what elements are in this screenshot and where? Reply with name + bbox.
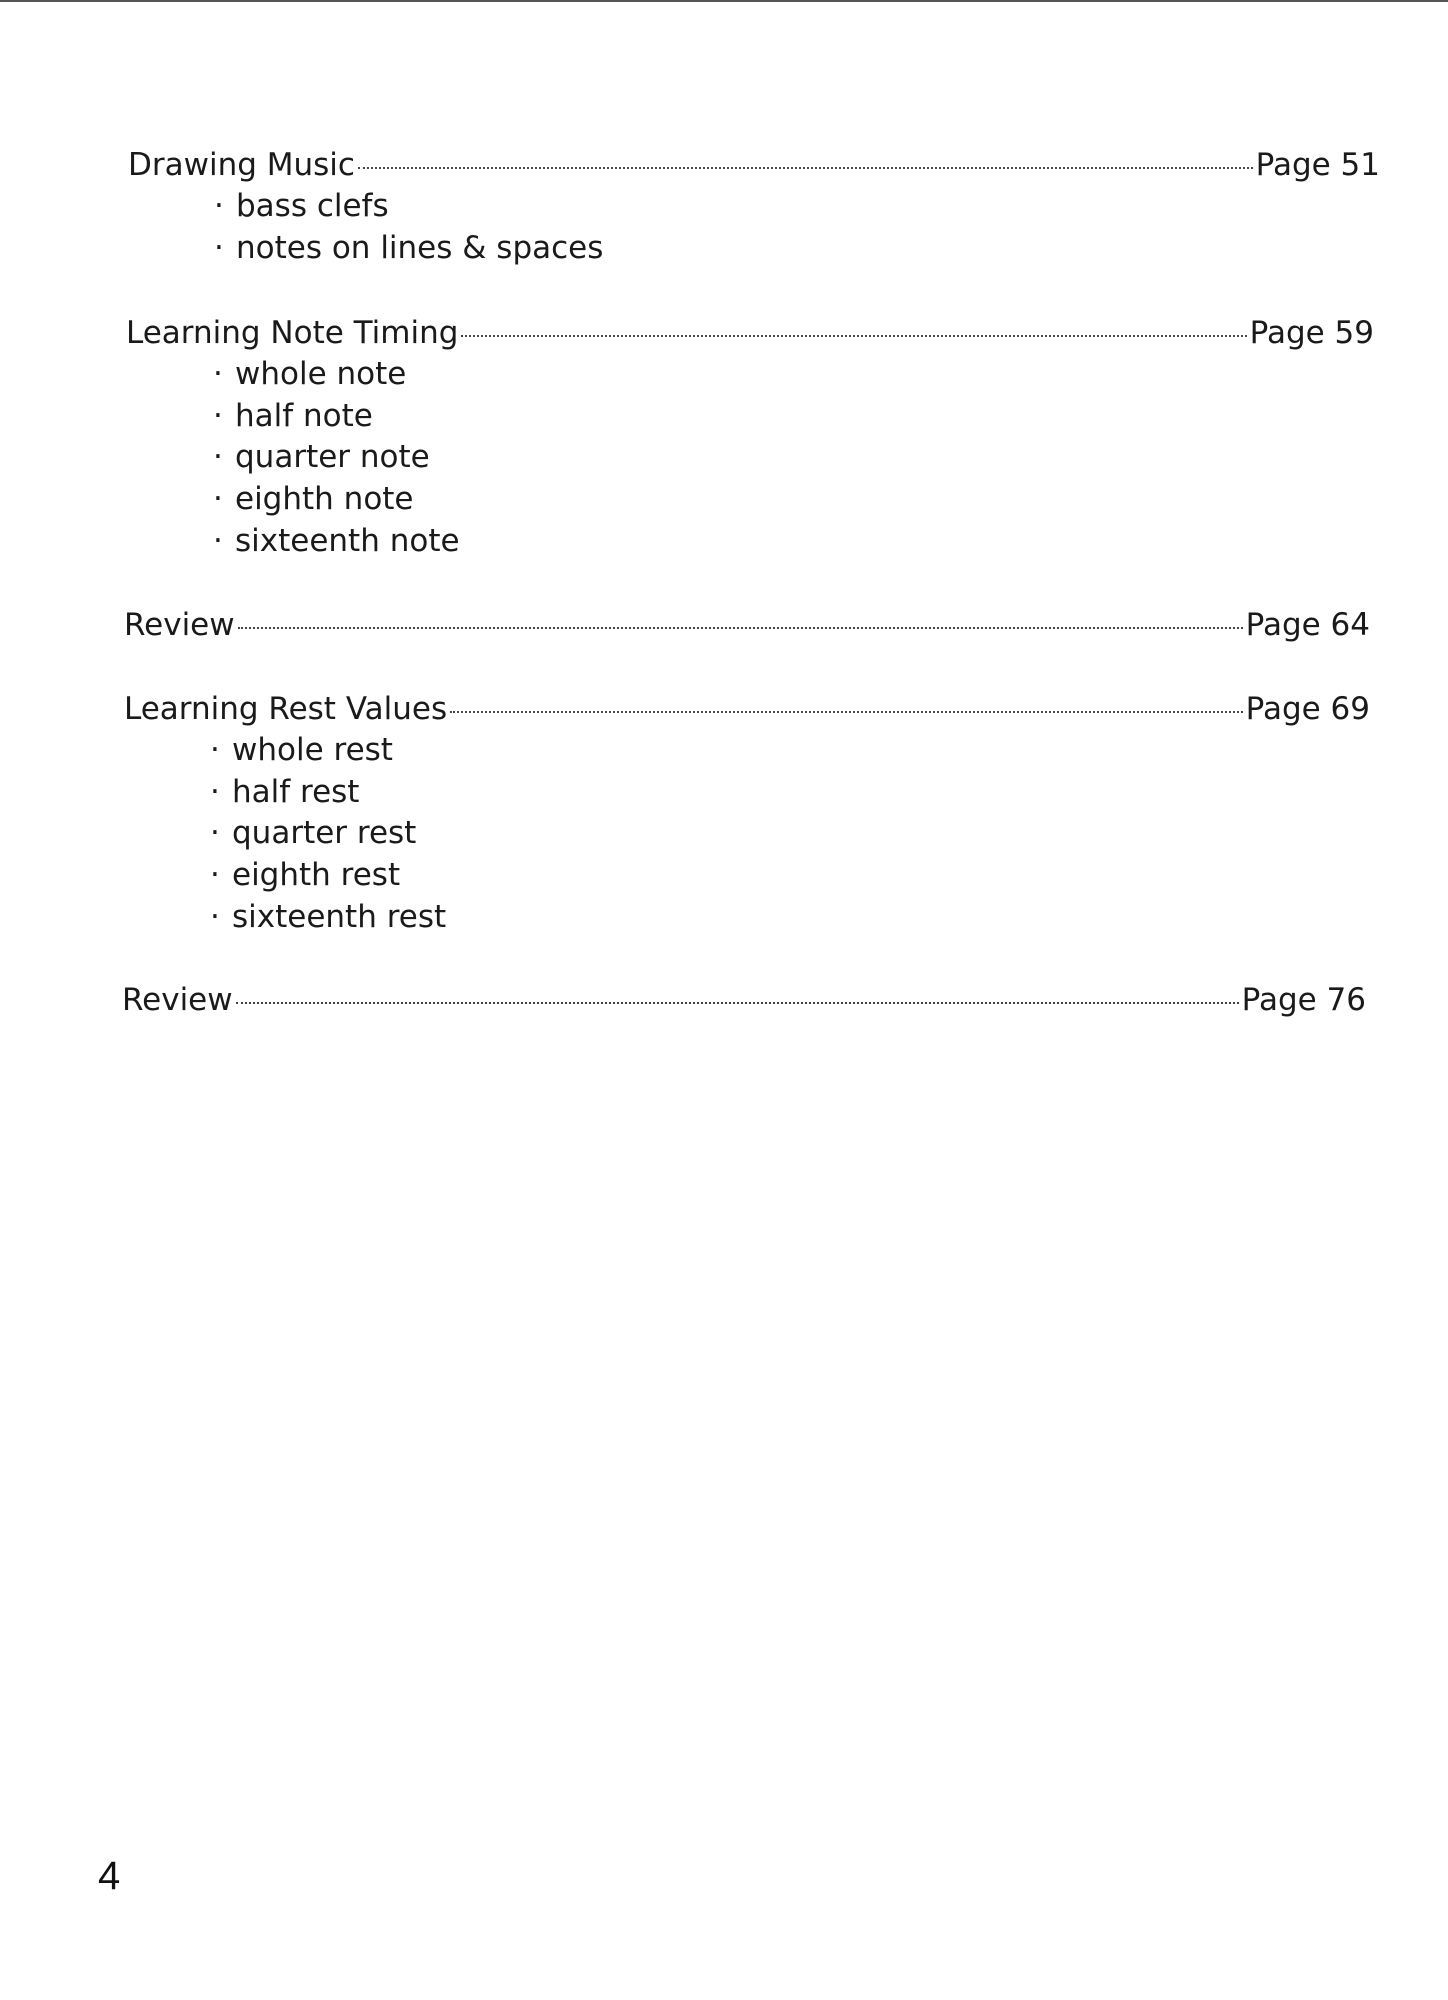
toc-entry-title: Learning Note Timing [126, 315, 459, 351]
bullet-icon: · [213, 397, 223, 434]
toc-entry-line [122, 980, 1366, 1020]
toc-entry-page: Page 69 [1245, 691, 1370, 727]
toc-entry-title: Drawing Music [128, 147, 355, 183]
toc-entry-page: Page 76 [1241, 982, 1366, 1018]
toc-entry-title: Learning Rest Values [124, 691, 448, 727]
toc-subitem-list [214, 186, 603, 269]
toc-entry-line [124, 689, 1370, 729]
dot-leader [358, 167, 1253, 169]
bullet-icon: · [210, 857, 220, 894]
toc-entry-page: Page 51 [1255, 147, 1380, 183]
toc-entry-title: Review [124, 607, 235, 643]
dot-leader [238, 627, 1243, 629]
dot-leader [461, 335, 1246, 337]
toc-subitem-list [210, 730, 446, 939]
toc-entry-page: Page 59 [1249, 315, 1374, 351]
bullet-icon: · [214, 229, 224, 266]
bullet-icon: · [210, 732, 220, 768]
bullet-icon: · [213, 481, 223, 518]
toc-subitem: · whole rest [210, 730, 446, 772]
top-edge-rule [0, 0, 1448, 2]
page-number: 4 [98, 1854, 121, 1898]
toc-subitem: · quarter note [213, 437, 460, 479]
toc-entry-line [124, 605, 1370, 645]
bullet-icon: · [210, 773, 220, 810]
toc-entry-page: Page 64 [1245, 607, 1370, 643]
toc-subitem: · half rest [210, 772, 446, 814]
toc-subitem: · eighth rest [210, 855, 446, 897]
toc-subitem: · eighth note [213, 479, 460, 521]
toc-subitem: · quarter rest [210, 813, 446, 855]
toc-subitem: · sixteenth note [213, 521, 460, 563]
toc-entry-line [126, 313, 1374, 353]
bullet-icon: · [213, 439, 223, 476]
toc-entry-title: Review [122, 982, 233, 1018]
dot-leader [236, 1002, 1239, 1004]
bullet-icon: · [213, 356, 223, 392]
toc-subitem: · notes on lines & spaces [214, 228, 603, 270]
toc-subitem: · whole note [213, 354, 460, 396]
bullet-icon: · [213, 522, 223, 559]
toc-entry-line [128, 145, 1380, 185]
toc-subitem: · sixteenth rest [210, 897, 446, 939]
toc-subitem-list [213, 354, 460, 563]
toc-subitem: · half note [213, 396, 460, 438]
dot-leader [450, 711, 1243, 713]
bullet-icon: · [210, 898, 220, 935]
toc-subitem: · bass clefs [214, 186, 603, 228]
bullet-icon: · [210, 815, 220, 852]
bullet-icon: · [214, 188, 224, 224]
